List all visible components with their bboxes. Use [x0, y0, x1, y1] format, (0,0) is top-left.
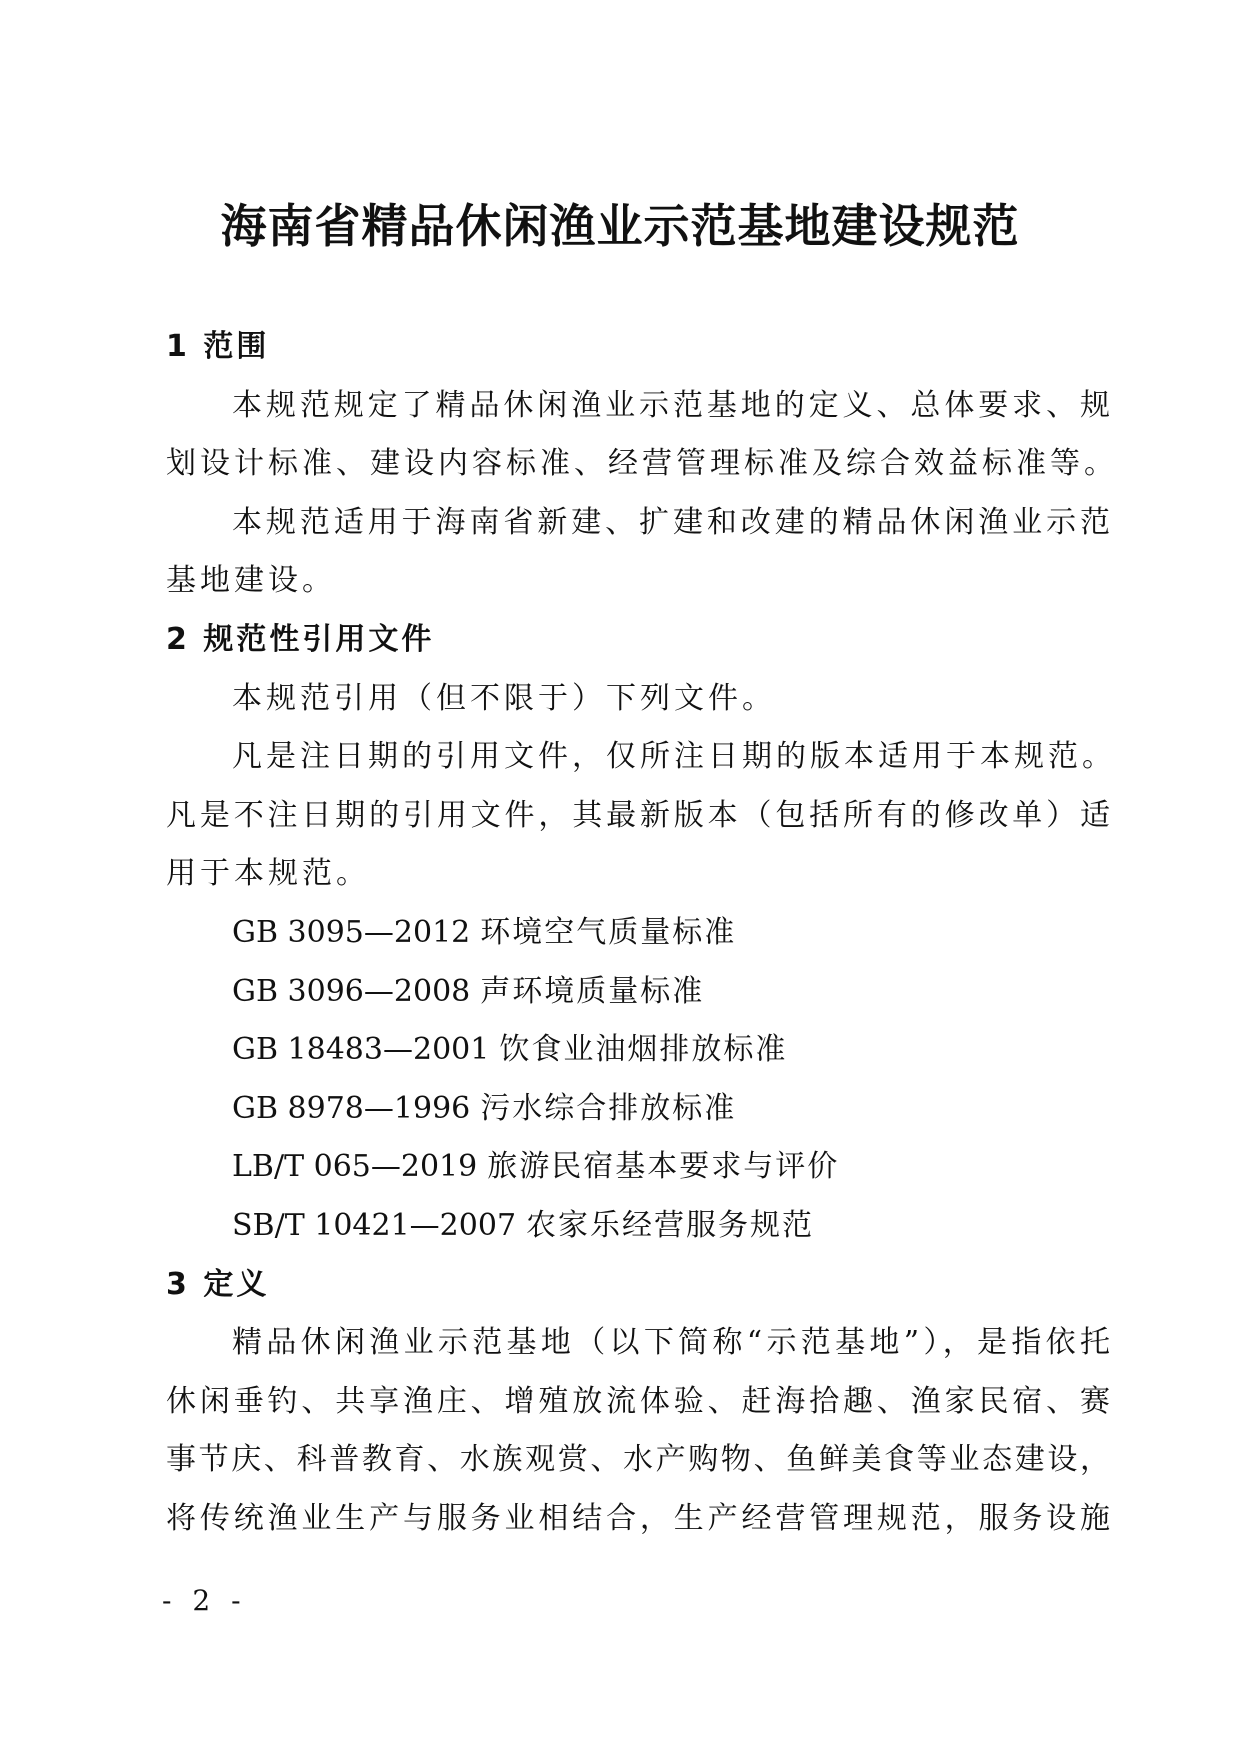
page-number: - 2 -: [162, 1584, 247, 1617]
paragraph-line: 凡是注日期的引用文件，仅所注日期的版本适用于本规范。: [232, 739, 1116, 775]
paragraph-line: 凡是不注日期的引用文件，其最新版本（包括所有的修改单）适: [166, 797, 1110, 833]
paragraph-line: 休闲垂钓、共享渔庄、增殖放流体验、赶海拾趣、渔家民宿、赛: [166, 1383, 1110, 1419]
section-heading-scope: 1 范围: [166, 329, 270, 364]
reference-code: SB/T 10421—2007: [232, 1207, 517, 1243]
paragraph-line: 精品休闲渔业示范基地（以下简称“示范基地”），是指依托: [232, 1325, 1110, 1361]
paragraph-line: 用于本规范。: [166, 856, 370, 892]
reference-item: [166, 904, 1110, 963]
reference-item: [166, 1021, 1110, 1080]
section-heading-references: 2 规范性引用文件: [166, 621, 435, 657]
reference-code: GB 3095—2012: [232, 914, 471, 950]
paragraph-line: 本规范适用于海南省新建、扩建和改建的精品休闲渔业示范: [232, 504, 1110, 540]
paragraph-line: 将传统渔业生产与服务业相结合，生产经营管理规范，服务设施: [166, 1500, 1110, 1536]
paragraph-line: 本规范引用（但不限于）下列文件。: [232, 680, 776, 716]
paragraph-line: 基地建设。: [166, 563, 336, 599]
reference-code: GB 8978—1996: [232, 1090, 471, 1126]
reference-name: 饮食业油烟排放标准: [499, 1032, 788, 1068]
reference-code: LB/T 065—2019: [232, 1149, 478, 1185]
reference-item: [166, 1080, 1110, 1139]
paragraph-line: 本规范规定了精品休闲渔业示范基地的定义、总体要求、规: [232, 387, 1110, 423]
paragraph-line: 划设计标准、建设内容标准、经营管理标准及综合效益标准等。: [166, 446, 1118, 482]
reference-name: 农家乐经营服务规范: [526, 1207, 815, 1243]
reference-name: 旅游民宿基本要求与评价: [487, 1149, 840, 1185]
reference-code: GB 3096—2008: [232, 973, 471, 1009]
reference-name: 污水综合排放标准: [480, 1090, 737, 1126]
reference-name: 声环境质量标准: [480, 973, 705, 1009]
reference-name: 环境空气质量标准: [480, 914, 737, 950]
reference-item: [166, 963, 1110, 1022]
paragraph-line: 事节庆、科普教育、水族观赏、水产购物、鱼鲜美食等业态建设，: [166, 1442, 1110, 1478]
document-body: [166, 318, 1118, 1548]
document-title: 海南省精品休闲渔业示范基地建设规范: [220, 199, 1020, 253]
section-heading-definition: 3 定义: [166, 1266, 270, 1302]
reference-item: [166, 1197, 1110, 1256]
reference-item: [166, 1138, 1110, 1197]
reference-code: GB 18483—2001: [232, 1032, 490, 1068]
